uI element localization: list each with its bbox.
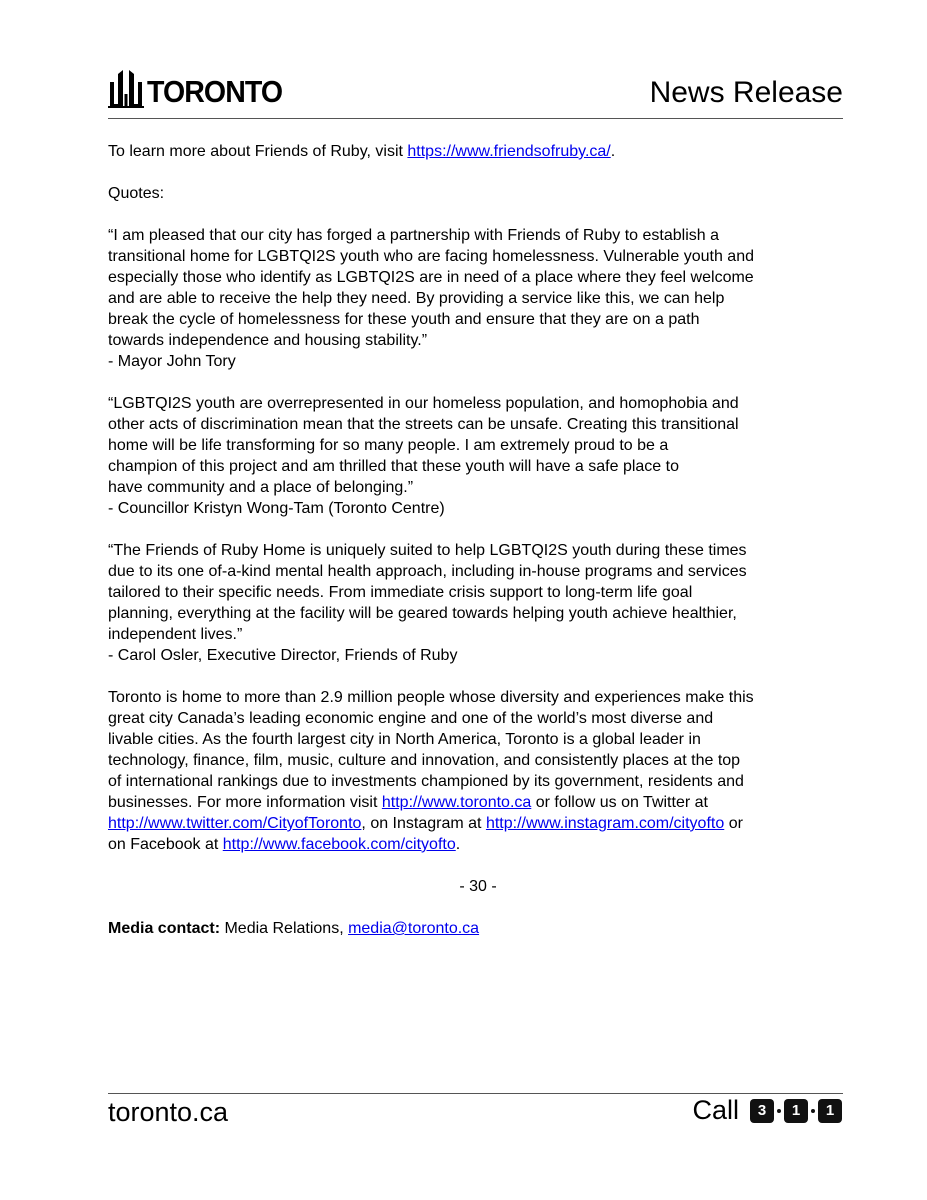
end-marker: - 30 - [459,878,497,895]
key-separator-dot [777,1109,781,1113]
page-header [108,64,843,118]
footer-divider [108,1093,843,1094]
logo-text: TORONTO [147,74,283,109]
intro-paragraph: To learn more about Friends of Ruby, visit https://www.friendsofruby.ca/. [108,143,616,160]
footer-website: toronto.ca [108,1097,229,1127]
document-type: News Release [649,76,843,109]
key-separator-dot [811,1109,815,1113]
quote-councillor: “LGBTQI2S youth are overrepresented in our homeless population, and homophobia and other acts of discrimination mean that the streets can be unsafe. Creating this transitional home will be life transforming for so many people. I am extremely proud to be a champion of this project and am thrilled that these youth will have a safe place to have community and a place of belonging.” - Councillor Kristyn Wong-Tam (Toronto Centre) [108,395,739,517]
quote-executive-director: “The Friends of Ruby Home is uniquely suited to help LGBTQI2S youth during these times due to its one of-a-kind mental health approach, including in-house programs and services tailored to their specific needs. From immediate crisis support to long-term life goal planning, everything at the facility will be geared towards helping youth achieve healthier, independent lives.” - Carol Osler, Executive Director, Friends of Ruby [108,542,747,664]
instagram-link[interactable]: http://www.instagram.com/cityofto [485,815,725,832]
media-contact: Media contact: Media Relations, media@toronto.ca [108,920,480,937]
header-divider [108,118,843,119]
toronto-website-link[interactable]: http://www.toronto.ca [381,794,532,811]
media-contact-label: Media contact: [108,920,221,937]
facebook-link[interactable]: http://www.facebook.com/cityofto [222,836,456,853]
boilerplate-paragraph: Toronto is home to more than 2.9 million people whose diversity and experiences make this great city Canada’s leading economic engine and one of the world’s most diverse and livable cities. As the fourth largest city in North America, Toronto is a global leader in technology, finance, film, music, culture and innovation, and consistently places at the top of international rankings due to investments championed by its government, residents and businesses. For more information visit http://www.toronto.ca or follow us on Twitter at http://www.twitter.com/CityofToronto, on Instagram at http://www.instagram.com/cityofto or on Facebook at http://www.facebook.com/cityofto. [108,689,754,853]
media-email-link[interactable]: media@toronto.ca [348,920,480,937]
toronto-logo [108,64,294,108]
phone-key: 1 [784,1099,808,1123]
quote-attribution: - Carol Osler, Executive Director, Friends of Ruby [108,647,458,664]
call-label: Call [692,1095,739,1125]
quotes-heading: Quotes: [108,185,165,202]
phone-key: 1 [818,1099,842,1123]
city-hall-icon [108,68,144,108]
quote-mayor: “I am pleased that our city has forged a partnership with Friends of Ruby to establish a transitional home for LGBTQI2S youth who are facing homelessness. Vulnerable youth and especially those who identify as LGBTQI2S are in need of a place where they feel welcome and are able to receive the help they need. By providing a service like this, we can help break the cycle of homelessness for these youth and ensure that they are on a path towards independence and housing stability.” - Mayor John Tory [108,227,754,370]
quote-attribution: - Councillor Kristyn Wong-Tam (Toronto Centre) [108,500,445,517]
twitter-link[interactable]: http://www.twitter.com/CityofToronto [108,815,362,832]
quote-attribution: - Mayor John Tory [108,353,236,370]
release-body [108,141,848,960]
friends-of-ruby-link[interactable]: https://www.friendsofruby.ca/ [407,143,611,160]
phone-key: 3 [750,1099,774,1123]
call-311 [692,1097,842,1124]
